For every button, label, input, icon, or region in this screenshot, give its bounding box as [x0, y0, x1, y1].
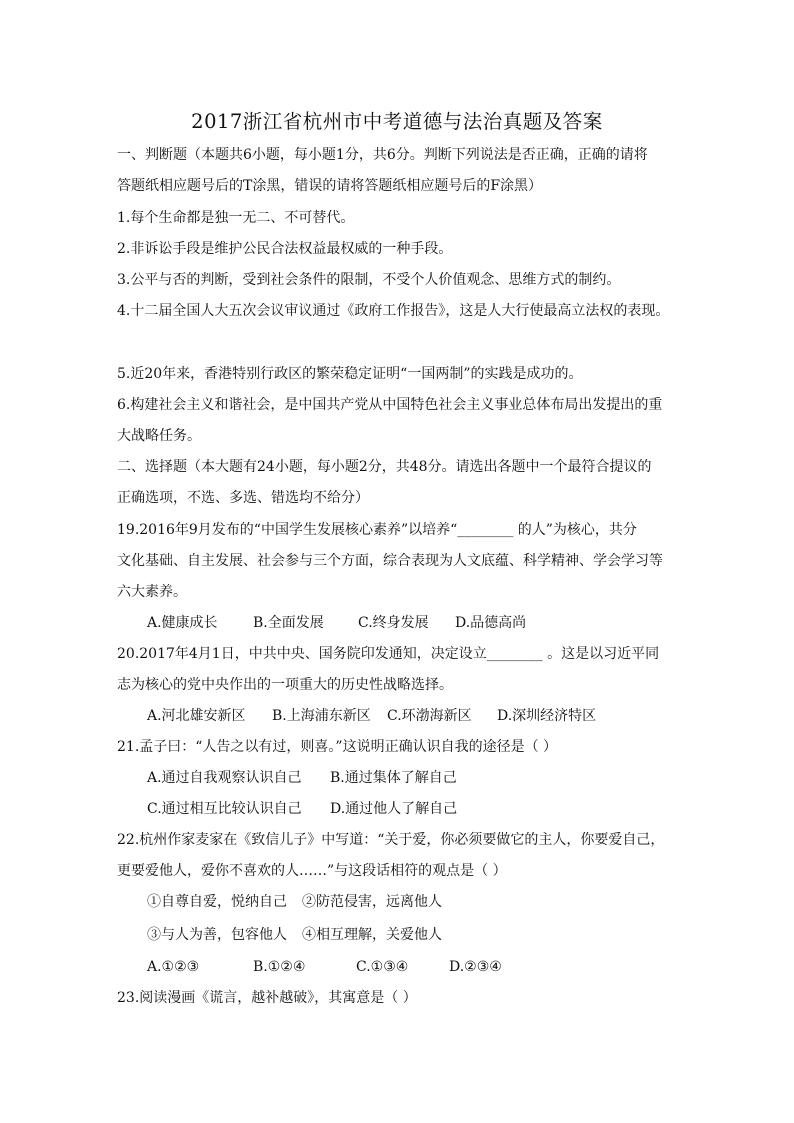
q21-option-c: C.通过相互比较认识自己 [147, 801, 302, 817]
q22-option-b: B.①②④ [253, 959, 306, 975]
judgment-item-4: 4.十二届全国人大五次会议审议通过《政府工作报告》，这是人大行使最高立法权的表现。 [117, 303, 670, 319]
page-title: 2017浙江省杭州市中考道德与法治真题及答案 [191, 110, 603, 133]
q22-option-d: D.②③④ [449, 959, 502, 975]
judgment-item-3: 3.公平与否的判断，受到社会条件的限制，不受个人价值观念、思维方式的制约。 [117, 272, 621, 288]
q23-line1: 23.阅读漫画《谎言，越补越破》，其寓意是（ ） [117, 990, 417, 1006]
q21-option-b: B.通过集体了解自己 [330, 770, 457, 786]
q19-option-b: B.全面发展 [253, 615, 324, 631]
q20-option-b: B.上海浦东新区 [272, 708, 371, 724]
q19-option-c: C.终身发展 [358, 615, 429, 631]
q22-line2: 更要爱他人，爱你不喜欢的人……”与这段话相符的观点是（ ） [117, 863, 507, 879]
judgment-item-5: 5.近20年来，香港特别行政区的繁荣稳定证明“一国两制”的实践是成功的。 [117, 366, 583, 382]
q21-line1: 21.孟子曰：“人告之以有过，则喜。”这说明正确认识自我的途径是（ ） [117, 739, 558, 755]
q22-statement-1: ①自尊自爱，悦纳自己 [147, 894, 287, 910]
section1-header-line1: 一、判断题（本题共6小题，每小题1分，共6分。判断下列说法是否正确，正确的请将 [117, 147, 648, 163]
q22-line1: 22.杭州作家麦家在《致信儿子》中写道：“关于爱，你必须要做它的主人，你要爱自己， [117, 832, 665, 848]
q20-option-a: A.河北雄安新区 [147, 708, 246, 724]
q20-line1: 20.2017年4月1日，中共中央、国务院印发通知，决定设立________ 。这是以习近平同 [117, 646, 660, 662]
section2-header-line1: 二、选择题（本大题有24小题，每小题2分，共48分。请选出各题中一个最符合提议的 [117, 459, 652, 475]
q20-option-d: D.深圳经济特区 [497, 708, 597, 724]
q22-option-c: C.①③④ [356, 959, 409, 975]
section1-header-line2: 答题纸相应题号后的T涂黑，错误的请将答题纸相应题号后的F涂黑） [117, 178, 543, 194]
q22-statement-2: ②防范侵害，远离他人 [302, 894, 442, 910]
q19-option-a: A.健康成长 [147, 615, 218, 631]
q19-line2: 文化基础、自主发展、社会参与三个方面，综合表现为人文底蕴、科学精神、学会学习等 [117, 553, 663, 569]
q19-line3: 六大素养。 [117, 584, 187, 600]
q21-option-d: D.通过他人了解自己 [330, 801, 458, 817]
judgment-item-6-line2: 大战略任务。 [117, 428, 201, 444]
judgment-item-6-line1: 6.构建社会主义和谐社会，是中国共产党从中国特色社会主义事业总体布局出发提出的重 [117, 397, 663, 413]
q22-statement-4: ④相互理解，关爱他人 [302, 927, 442, 943]
q22-statement-3: ③与人为善，包容他人 [147, 927, 287, 943]
q20-option-c: C.环渤海新区 [387, 708, 472, 724]
q19-option-d: D.品德高尚 [455, 615, 527, 631]
judgment-item-2: 2.非诉讼手段是维护公民合法权益最权威的一种手段。 [117, 241, 453, 257]
q19-line1: 19.2016年9月发布的“中国学生发展核心素养”以培养“________ 的人”为核心，共分 [117, 522, 637, 538]
judgment-item-1: 1.每个生命都是独一无二、不可替代。 [117, 210, 355, 226]
q21-option-a: A.通过自我观察认识自己 [147, 770, 302, 786]
q22-option-a: A.①②③ [147, 959, 200, 975]
q20-line2: 志为核心的党中央作出的一项重大的历史性战略选择。 [117, 677, 453, 693]
section2-header-line2: 正确选项，不选、多选、错选均不给分） [117, 490, 369, 506]
